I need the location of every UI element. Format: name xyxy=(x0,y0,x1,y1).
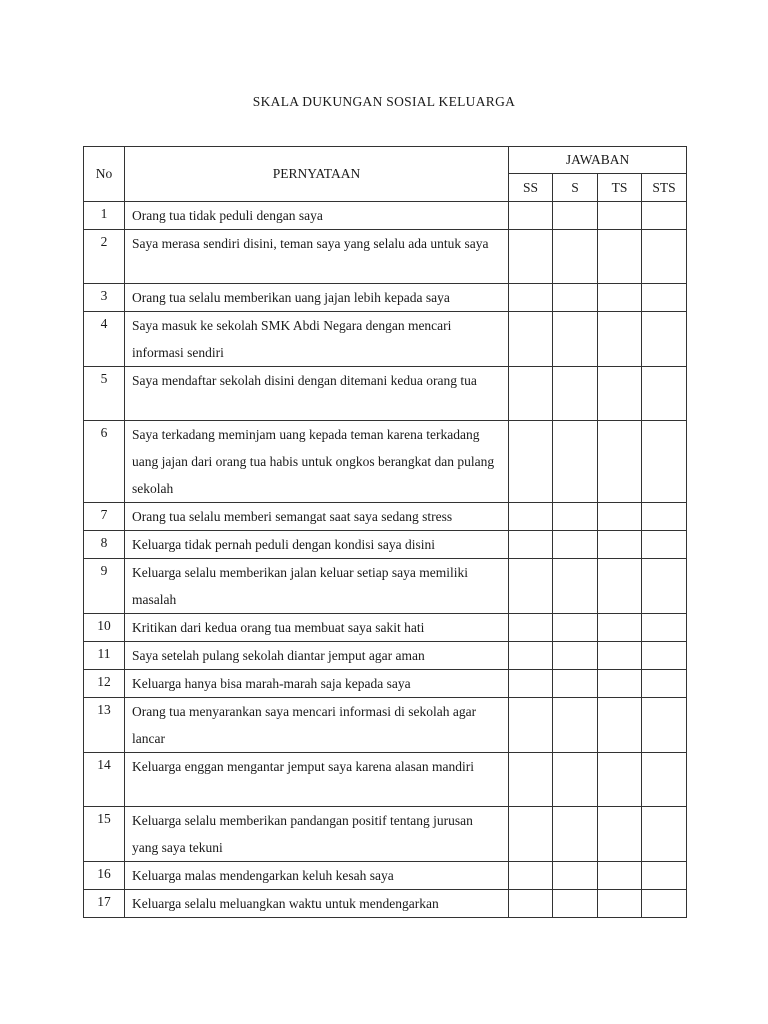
row-statement xyxy=(125,284,509,312)
row-statement-text: Keluarga malas mendengarkan keluh kesah saya xyxy=(132,868,394,883)
answer-cell-ss[interactable] xyxy=(509,807,553,862)
header-answer: JAWABAN xyxy=(509,147,687,174)
row-statement xyxy=(125,230,509,284)
row-number: 10 xyxy=(84,614,125,642)
answer-cell-s[interactable] xyxy=(553,531,598,559)
row-statement-text: Orang tua menyarankan saya mencari informasi di sekolah agar lancar xyxy=(132,704,477,746)
row-statement xyxy=(125,890,509,918)
answer-cell-ts[interactable] xyxy=(598,807,642,862)
row-statement-text: Saya setelah pulang sekolah diantar jemput agar aman xyxy=(132,648,425,663)
answer-cell-ss[interactable] xyxy=(509,531,553,559)
answer-cell-ss[interactable] xyxy=(509,312,553,367)
answer-cell-s[interactable] xyxy=(553,862,598,890)
row-statement xyxy=(125,862,509,890)
row-number: 3 xyxy=(84,284,125,312)
row-statement-text: Orang tua selalu memberikan uang jajan lebih kepada saya xyxy=(132,290,450,305)
answer-cell-sts[interactable] xyxy=(642,807,687,862)
row-number: 11 xyxy=(84,642,125,670)
header-statement: PERNYATAAN xyxy=(125,147,509,202)
answer-cell-s[interactable] xyxy=(553,367,598,421)
row-statement xyxy=(125,421,509,503)
row-number: 14 xyxy=(84,753,125,807)
answer-cell-sts[interactable] xyxy=(642,367,687,421)
answer-cell-ts[interactable] xyxy=(598,753,642,807)
table-row xyxy=(84,753,687,807)
answer-cell-sts[interactable] xyxy=(642,421,687,503)
answer-cell-s[interactable] xyxy=(553,312,598,367)
row-statement-text: Orang tua selalu memberi semangat saat saya sedang stress xyxy=(132,509,453,524)
answer-cell-sts[interactable] xyxy=(642,503,687,531)
answer-cell-s[interactable] xyxy=(553,753,598,807)
answer-cell-ts[interactable] xyxy=(598,312,642,367)
row-number: 4 xyxy=(84,312,125,367)
answer-cell-s[interactable] xyxy=(553,698,598,753)
header-option-ts: TS xyxy=(598,174,642,202)
answer-cell-s[interactable] xyxy=(553,503,598,531)
answer-cell-ss[interactable] xyxy=(509,642,553,670)
answer-cell-sts[interactable] xyxy=(642,642,687,670)
row-number: 13 xyxy=(84,698,125,753)
answer-cell-sts[interactable] xyxy=(642,614,687,642)
answer-cell-ss[interactable] xyxy=(509,890,553,918)
table-row xyxy=(84,230,687,284)
row-statement-text: Saya merasa sendiri disini, teman saya yang selalu ada untuk saya xyxy=(132,236,489,251)
answer-cell-ts[interactable] xyxy=(598,284,642,312)
row-statement-text: Keluarga selalu memberikan pandangan positif tentang jurusan yang saya tekuni xyxy=(132,813,473,855)
answer-cell-ts[interactable] xyxy=(598,202,642,230)
table-row xyxy=(84,862,687,890)
table-row xyxy=(84,421,687,503)
answer-cell-ss[interactable] xyxy=(509,367,553,421)
answer-cell-s[interactable] xyxy=(553,890,598,918)
answer-cell-ss[interactable] xyxy=(509,614,553,642)
table-row xyxy=(84,503,687,531)
row-statement xyxy=(125,312,509,367)
row-statement-text: Kritikan dari kedua orang tua membuat saya sakit hati xyxy=(132,620,425,635)
answer-cell-sts[interactable] xyxy=(642,230,687,284)
answer-cell-sts[interactable] xyxy=(642,890,687,918)
row-statement xyxy=(125,614,509,642)
row-statement xyxy=(125,559,509,614)
header-option-ss: SS xyxy=(509,174,553,202)
answer-cell-ss[interactable] xyxy=(509,862,553,890)
table-row xyxy=(84,312,687,367)
answer-cell-ts[interactable] xyxy=(598,531,642,559)
answer-cell-ts[interactable] xyxy=(598,670,642,698)
table-row xyxy=(84,698,687,753)
header-no: No xyxy=(84,147,125,202)
answer-cell-s[interactable] xyxy=(553,614,598,642)
table-row xyxy=(84,614,687,642)
answer-cell-sts[interactable] xyxy=(642,670,687,698)
row-statement-text: Saya mendaftar sekolah disini dengan ditemani kedua orang tua xyxy=(132,373,477,388)
answer-cell-s[interactable] xyxy=(553,670,598,698)
answer-cell-sts[interactable] xyxy=(642,559,687,614)
row-statement-text: Keluarga selalu meluangkan waktu untuk mendengarkan xyxy=(132,896,439,911)
answer-cell-ts[interactable] xyxy=(598,614,642,642)
answer-cell-ss[interactable] xyxy=(509,559,553,614)
table-row xyxy=(84,531,687,559)
answer-cell-sts[interactable] xyxy=(642,862,687,890)
row-statement-text: Saya masuk ke sekolah SMK Abdi Negara dengan mencari informasi sendiri xyxy=(132,318,452,360)
answer-cell-ss[interactable] xyxy=(509,284,553,312)
table-row xyxy=(84,670,687,698)
row-statement xyxy=(125,807,509,862)
answer-cell-sts[interactable] xyxy=(642,753,687,807)
questionnaire-table xyxy=(83,146,687,918)
answer-cell-sts[interactable] xyxy=(642,284,687,312)
answer-cell-s[interactable] xyxy=(553,284,598,312)
row-statement xyxy=(125,531,509,559)
answer-cell-sts[interactable] xyxy=(642,698,687,753)
row-statement xyxy=(125,503,509,531)
answer-cell-ts[interactable] xyxy=(598,421,642,503)
answer-cell-ss[interactable] xyxy=(509,670,553,698)
row-statement xyxy=(125,202,509,230)
row-statement xyxy=(125,698,509,753)
answer-cell-ts[interactable] xyxy=(598,559,642,614)
answer-cell-ts[interactable] xyxy=(598,230,642,284)
answer-cell-ss[interactable] xyxy=(509,230,553,284)
answer-cell-sts[interactable] xyxy=(642,531,687,559)
row-number: 7 xyxy=(84,503,125,531)
answer-cell-ts[interactable] xyxy=(598,698,642,753)
row-statement-text: Orang tua tidak peduli dengan saya xyxy=(132,208,323,223)
document-title: SKALA DUKUNGAN SOSIAL KELUARGA xyxy=(252,94,516,109)
answer-cell-ts[interactable] xyxy=(598,862,642,890)
table-row xyxy=(84,890,687,918)
row-statement-text: Keluarga selalu memberikan jalan keluar setiap saya memiliki masalah xyxy=(132,565,469,607)
row-number: 17 xyxy=(84,890,125,918)
answer-cell-ts[interactable] xyxy=(598,890,642,918)
row-number: 1 xyxy=(84,202,125,230)
answer-cell-s[interactable] xyxy=(553,230,598,284)
row-number: 15 xyxy=(84,807,125,862)
table-row xyxy=(84,559,687,614)
row-statement xyxy=(125,367,509,421)
row-number: 9 xyxy=(84,559,125,614)
answer-cell-ss[interactable] xyxy=(509,698,553,753)
table-row xyxy=(84,807,687,862)
row-number: 6 xyxy=(84,421,125,503)
answer-cell-ss[interactable] xyxy=(509,421,553,503)
answer-cell-sts[interactable] xyxy=(642,202,687,230)
answer-cell-s[interactable] xyxy=(553,807,598,862)
row-statement-text: Saya terkadang meminjam uang kepada teman karena terkadang uang jajan dari orang tua habis untuk ongkos berangkat dan pulang sekolah xyxy=(132,427,495,496)
answer-cell-ss[interactable] xyxy=(509,503,553,531)
row-statement xyxy=(125,753,509,807)
row-number: 5 xyxy=(84,367,125,421)
answer-cell-ts[interactable] xyxy=(598,503,642,531)
row-number: 16 xyxy=(84,862,125,890)
header-option-sts: STS xyxy=(642,174,687,202)
answer-cell-ss[interactable] xyxy=(509,753,553,807)
answer-cell-s[interactable] xyxy=(553,202,598,230)
table-row xyxy=(84,642,687,670)
table-row xyxy=(84,202,687,230)
row-number: 2 xyxy=(84,230,125,284)
answer-cell-ts[interactable] xyxy=(598,642,642,670)
answer-cell-ts[interactable] xyxy=(598,367,642,421)
table-row xyxy=(84,284,687,312)
row-statement xyxy=(125,642,509,670)
answer-cell-sts[interactable] xyxy=(642,312,687,367)
row-number: 8 xyxy=(84,531,125,559)
table-row xyxy=(84,367,687,421)
row-statement-text: Keluarga tidak pernah peduli dengan kondisi saya disini xyxy=(132,537,436,552)
row-statement xyxy=(125,670,509,698)
answer-cell-ss[interactable] xyxy=(509,202,553,230)
row-statement-text: Keluarga enggan mengantar jemput saya karena alasan mandiri xyxy=(132,759,474,774)
answer-cell-s[interactable] xyxy=(553,559,598,614)
row-statement-text: Keluarga hanya bisa marah-marah saja kepada saya xyxy=(132,676,411,691)
header-option-s: S xyxy=(553,174,598,202)
row-number: 12 xyxy=(84,670,125,698)
answer-cell-s[interactable] xyxy=(553,421,598,503)
answer-cell-s[interactable] xyxy=(553,642,598,670)
